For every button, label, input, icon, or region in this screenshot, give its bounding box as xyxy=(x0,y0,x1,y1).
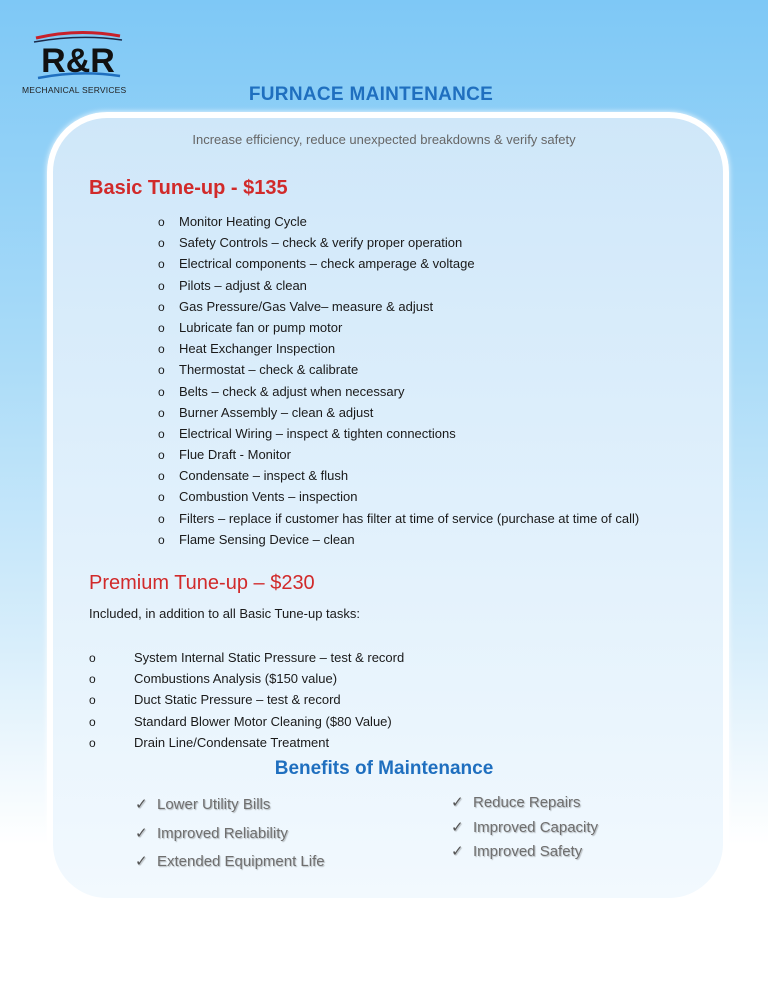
basic-task-item-text: Electrical Wiring – inspect & tighten connections xyxy=(179,425,456,441)
premium-task-item-text: System Internal Static Pressure – test & record xyxy=(134,650,405,665)
tagline: Increase efficiency, reduce unexpected breakdowns & verify safety xyxy=(192,132,576,147)
bullet-icon: o xyxy=(158,448,165,463)
benefit-item xyxy=(451,816,598,841)
basic-task-item-text: Pilots – adjust & clean xyxy=(179,277,307,293)
basic-task-item-text: Belts – check & adjust when necessary xyxy=(179,383,405,399)
basic-task-item xyxy=(158,317,639,338)
bullet-icon: o xyxy=(89,735,96,750)
checkmark-icon: ✓ xyxy=(451,843,464,860)
basic-task-item xyxy=(158,275,639,296)
basic-task-item xyxy=(158,359,639,380)
basic-task-item-text: Filters – replace if customer has filter at time of service (purchase at time of call) xyxy=(179,510,640,526)
basic-task-item xyxy=(158,508,639,529)
premium-task-item xyxy=(89,689,404,710)
basic-task-item xyxy=(158,486,639,507)
basic-task-item-text: Lubricate fan or pump motor xyxy=(179,319,343,335)
benefits-heading: Benefits of Maintenance xyxy=(274,758,494,779)
benefit-item xyxy=(135,791,325,820)
basic-task-item xyxy=(158,423,639,444)
bullet-icon: o xyxy=(158,215,165,229)
premium-task-item-text: Duct Static Pressure – test & record xyxy=(134,692,341,708)
bullet-icon: o xyxy=(158,384,165,399)
bullet-icon: o xyxy=(158,278,165,293)
bullet-icon: o xyxy=(89,693,96,708)
premium-task-item-text: Standard Blower Motor Cleaning ($80 Value) xyxy=(134,713,392,729)
benefit-item-text: Extended Equipment Life xyxy=(157,853,325,870)
bullet-icon: o xyxy=(158,469,165,484)
checkmark-icon: ✓ xyxy=(135,824,148,842)
benefits-list-right xyxy=(451,791,598,865)
basic-task-item-text: Gas Pressure/Gas Valve– measure & adjust xyxy=(179,298,434,314)
bullet-icon: o xyxy=(89,651,96,665)
bullet-icon: o xyxy=(158,532,165,547)
rr-logo-icon xyxy=(30,28,126,84)
bullet-icon: o xyxy=(158,320,165,335)
bullet-icon: o xyxy=(158,405,165,420)
premium-task-item xyxy=(89,647,404,668)
benefit-item-text: Improved Reliability xyxy=(157,824,288,842)
basic-task-item-text: Flue Draft - Monitor xyxy=(179,447,291,463)
basic-task-item xyxy=(158,296,639,317)
premium-tuneup-heading: Premium Tune-up – $230 xyxy=(89,572,315,594)
premium-task-item xyxy=(89,668,404,689)
basic-tuneup-heading: Basic Tune-up - $135 xyxy=(89,177,288,199)
checkmark-icon: ✓ xyxy=(135,853,148,870)
basic-task-item xyxy=(158,232,639,253)
basic-task-item-text: Thermostat – check & calibrate xyxy=(179,362,359,378)
checkmark-icon: ✓ xyxy=(135,796,148,813)
basic-task-item-text: Flame Sensing Device – clean xyxy=(179,531,355,547)
basic-task-item-text: Burner Assembly – clean & adjust xyxy=(179,404,374,420)
benefit-item-text: Improved Safety xyxy=(473,843,583,860)
bullet-icon: o xyxy=(158,342,165,357)
benefit-item xyxy=(451,840,598,865)
bullet-icon: o xyxy=(158,426,165,441)
bullet-icon: o xyxy=(158,236,165,251)
bullet-icon: o xyxy=(158,490,165,505)
basic-task-item xyxy=(158,402,639,423)
basic-tuneup-list xyxy=(158,211,639,550)
basic-task-item-text: Electrical components – check amperage & voltage xyxy=(179,256,475,272)
benefit-item-text: Improved Capacity xyxy=(473,818,599,836)
bullet-icon: o xyxy=(158,257,165,272)
basic-task-item-text: Monitor Heating Cycle xyxy=(179,214,307,229)
premium-task-item-text: Drain Line/Condensate Treatment xyxy=(134,734,330,750)
benefit-item xyxy=(135,848,325,877)
basic-task-item xyxy=(158,381,639,402)
bullet-icon: o xyxy=(158,299,165,314)
basic-task-item xyxy=(158,529,639,550)
logo-subtitle: MECHANICAL SERVICES xyxy=(22,85,127,95)
basic-task-item-text: Combustion Vents – inspection xyxy=(179,489,358,505)
basic-task-item xyxy=(158,338,639,359)
premium-task-item xyxy=(89,711,404,732)
benefits-list-left xyxy=(135,791,325,877)
benefit-item-text: Reduce Repairs xyxy=(473,794,581,811)
benefit-item xyxy=(451,791,598,816)
premium-tuneup-list xyxy=(89,647,404,753)
bullet-icon: o xyxy=(89,714,96,729)
benefit-item xyxy=(135,820,325,849)
basic-task-item xyxy=(158,253,639,274)
bullet-icon: o xyxy=(158,511,165,526)
premium-task-item xyxy=(89,732,404,753)
basic-task-item-text: Safety Controls – check & verify proper operation xyxy=(179,235,463,251)
premium-task-item-text: Combustions Analysis ($150 value) xyxy=(134,671,338,687)
checkmark-icon: ✓ xyxy=(451,794,464,811)
benefit-item-text: Lower Utility Bills xyxy=(157,796,271,813)
basic-task-item xyxy=(158,211,639,232)
bullet-icon: o xyxy=(158,363,165,378)
basic-task-item-text: Condensate – inspect & flush xyxy=(179,468,349,484)
page-title: FURNACE MAINTENANCE xyxy=(248,84,494,105)
bullet-icon: o xyxy=(89,672,96,687)
basic-task-item-text: Heat Exchanger Inspection xyxy=(179,341,336,357)
logo-mark-text: R&R xyxy=(41,42,115,80)
basic-task-item xyxy=(158,444,639,465)
basic-task-item xyxy=(158,465,639,486)
premium-intro: Included, in addition to all Basic Tune-up tasks: xyxy=(89,606,360,621)
checkmark-icon: ✓ xyxy=(451,818,464,836)
